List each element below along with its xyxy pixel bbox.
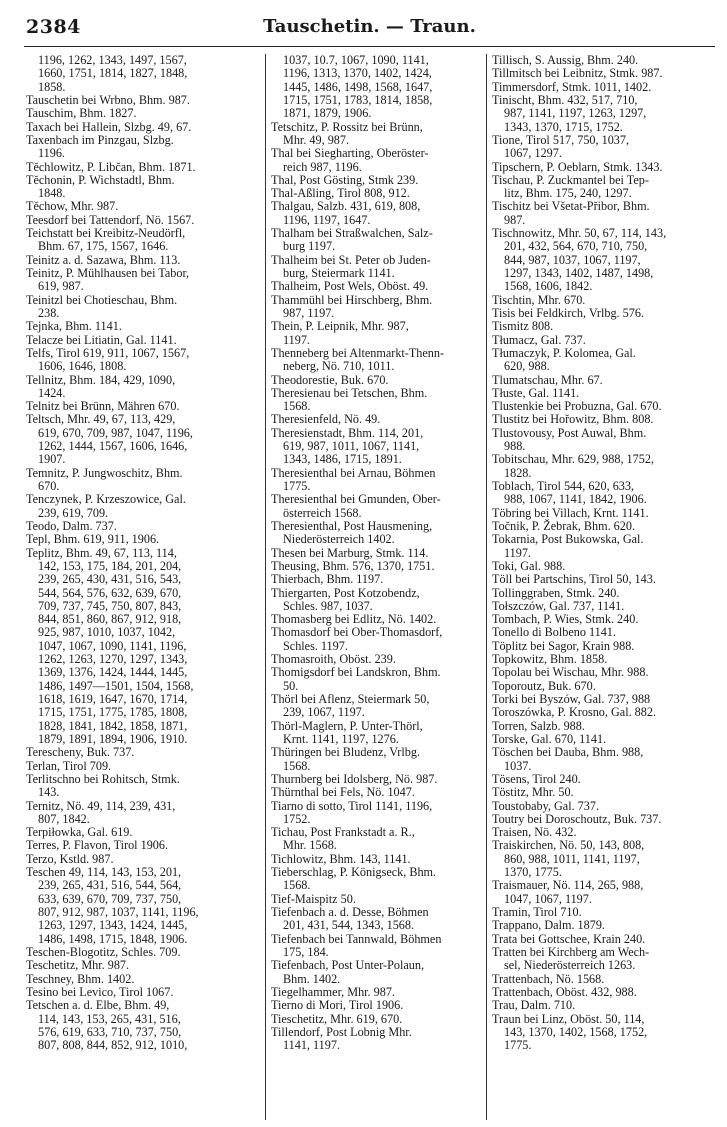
entry-line: Toroszówka, P. Krosno, Gal. 882. xyxy=(492,705,656,720)
entry-line: Tejnka, Bhm. 1141. xyxy=(26,319,122,334)
entry-line: Tief-Maispitz 50. xyxy=(271,891,356,906)
entry-line: Theodorestie, Buk. 670. xyxy=(271,372,389,387)
entry-line: Traismauer, Nö. 114, 265, 988, xyxy=(492,878,644,893)
entry-line: Tinischt, Bhm. 432, 517, 710, xyxy=(492,92,638,107)
entry-line: Tiefenbach a. d. Desse, Böhmen xyxy=(271,905,429,919)
entry-line: Tetschitz, P. Rossitz bei Brünn, xyxy=(271,119,423,134)
header-rule xyxy=(24,46,715,47)
entry-continuation-line: 1871, 1879, 1906. xyxy=(283,106,372,121)
entry-line: Terlan, Tirol 709. xyxy=(26,758,112,773)
entry-line: Terpiłowka, Gal. 619. xyxy=(26,825,133,840)
entry-continuation-line: 633, 639, 670, 709, 737, 750, xyxy=(38,891,182,906)
entry-line: Ternitz, Nö. 49, 114, 239, 431, xyxy=(26,798,176,813)
entry-line: Teschney, Bhm. 1402. xyxy=(26,971,135,986)
entry-line: Tillisch, S. Aussig, Bhm. 240. xyxy=(492,54,639,67)
entry-continuation-line: 988, 1067, 1141, 1842, 1906. xyxy=(504,492,647,507)
entry-line: Thörl-Maglern, P. Unter-Thörl, xyxy=(271,718,423,733)
entry-line: Tlustitz bei Hořowitz, Bhm. 808. xyxy=(492,412,654,427)
entry-line: Thomasdorf bei Ober-Thomasdorf, xyxy=(271,625,443,640)
entry-continuation-line: 1263, 1297, 1343, 1424, 1445, xyxy=(38,918,188,933)
entry-line: Telfs, Tirol 619, 911, 1067, 1567, xyxy=(26,345,190,360)
entry-line: Teinitzl bei Chotieschau, Bhm. xyxy=(26,292,178,307)
entry-continuation-line: 1370, 1775. xyxy=(504,865,562,880)
entry-line: Theresienthal bei Gmunden, Ober- xyxy=(271,492,441,507)
entry-line: Tellnitz, Bhm. 184, 429, 1090, xyxy=(26,372,176,387)
entry-continuation-line: 143. xyxy=(38,785,60,800)
entry-continuation-line: 620, 988. xyxy=(504,359,550,374)
page-number: 2384 xyxy=(26,16,81,38)
entry-line: Teodo, Dalm. 737. xyxy=(26,518,117,533)
entry-continuation-line: Mhr. 1568. xyxy=(283,838,337,853)
entry-line: Thalheim bei St. Peter ob Juden- xyxy=(271,252,431,267)
column-divider xyxy=(265,54,266,1120)
entry-line: Theresienfeld, Nö. 49. xyxy=(271,412,381,427)
entry-line: Těchonin, P. Wichstadtl, Bhm. xyxy=(26,172,175,187)
entry-continuation-line: 1141, 1197. xyxy=(283,1038,340,1053)
entry-continuation-line: 1297, 1343, 1402, 1487, 1498, xyxy=(504,266,654,280)
entry-line: Tiefenbach, Post Unter-Polaun, xyxy=(271,958,424,973)
entry-continuation-line: 1262, 1263, 1270, 1297, 1343, xyxy=(38,652,188,667)
entry-continuation-line: 807, 808, 844, 852, 912, 1010, xyxy=(38,1038,188,1053)
entry-continuation-line: 1196, 1262, 1343, 1497, 1567, xyxy=(38,54,187,67)
entry-continuation-line: Bhm. 67, 175, 1567, 1646. xyxy=(38,239,169,254)
entry-line: Teinitz, P. Mühlhausen bei Tabor, xyxy=(26,266,190,280)
entry-line: Thurnberg bei Idolsberg, Nö. 987. xyxy=(271,771,438,786)
entry-continuation-line: 1879, 1891, 1894, 1906, 1910. xyxy=(38,731,188,746)
entry-line: Tauschim, Bhm. 1827. xyxy=(26,106,137,121)
entry-line: Thammühl bei Hirschberg, Bhm. xyxy=(271,292,433,307)
entry-continuation-line: 1047, 1067, 1090, 1141, 1196, xyxy=(38,638,187,653)
entry-line: Toustobaby, Gal. 737. xyxy=(492,798,600,813)
entry-continuation-line: 987, 1197. xyxy=(283,305,335,320)
entry-continuation-line: 142, 153, 175, 184, 201, 204, xyxy=(38,558,182,573)
entry-line: Tiegelhammer, Mhr. 987. xyxy=(271,984,395,999)
entry-line: Tillmitsch bei Leibnitz, Stmk. 987. xyxy=(492,66,663,81)
entry-continuation-line: reich 987, 1196. xyxy=(283,159,362,174)
entry-line: Theresienthal bei Arnau, Böhmen xyxy=(271,465,436,480)
entry-continuation-line: 1568, 1606, 1842. xyxy=(504,279,593,294)
entry-continuation-line: burg, Steiermark 1141. xyxy=(283,266,395,280)
entry-continuation-line: Mhr. 49, 987. xyxy=(283,132,350,147)
entry-line: Trattenbach, Oböst. 432, 988. xyxy=(492,984,637,999)
entry-line: Topolau bei Wischau, Mhr. 988. xyxy=(492,665,649,680)
entry-continuation-line: 1424. xyxy=(38,385,66,400)
entry-line: Tenczynek, P. Krzeszowice, Gal. xyxy=(26,492,186,507)
entry-line: Tramin, Tirol 710. xyxy=(492,905,582,919)
entry-continuation-line: 1343, 1486, 1715, 1891. xyxy=(283,452,402,467)
page-header xyxy=(26,14,713,44)
entry-continuation-line: 1037, 10.7, 1067, 1090, 1141, xyxy=(283,54,429,67)
entry-line: Taxenbach im Pinzgau, Slzbg. xyxy=(26,132,174,147)
entry-line: Tlustovousy, Post Auwal, Bhm. xyxy=(492,425,647,440)
entry-line: Teinitz a. d. Sazawa, Bhm. 113. xyxy=(26,252,181,267)
entry-continuation-line: 1858. xyxy=(38,79,66,94)
entry-continuation-line: Schles. 987, 1037. xyxy=(283,598,373,613)
entry-continuation-line: 175, 184. xyxy=(283,944,329,959)
entry-line: Timmersdorf, Stmk. 1011, 1402. xyxy=(492,79,652,94)
entry-line: Thürnthal bei Fels, Nö. 1047. xyxy=(271,785,415,800)
entry-continuation-line: 1196. xyxy=(38,146,65,161)
entry-continuation-line: 1828. xyxy=(504,465,532,480)
entry-line: Tischau, P. Zuckmantel bei Tep- xyxy=(492,172,649,187)
entry-line: Thenneberg bei Altenmarkt-Thenn- xyxy=(271,345,445,360)
entry-continuation-line: 1775. xyxy=(283,479,311,493)
entry-line: Tierno di Mori, Tirol 1906. xyxy=(271,998,404,1013)
entry-line: Tetschen a. d. Elbe, Bhm. 49, xyxy=(26,998,170,1013)
entry-line: Thüringen bei Bludenz, Vrlbg. xyxy=(271,745,420,760)
entry-continuation-line: 1047, 1067, 1197. xyxy=(504,891,592,906)
entry-continuation-line: 1196, 1313, 1370, 1402, 1424, xyxy=(283,66,432,81)
entry-line: Tłumaczyk, P. Kolomea, Gal. xyxy=(492,345,636,360)
entry-line: Taxach bei Hallein, Slzbg. 49, 67. xyxy=(26,119,192,134)
running-head: Tauschetin. — Traun. xyxy=(263,16,476,37)
entry-line: Tieberschlag, P. Königseck, Bhm. xyxy=(271,865,437,880)
entry-line: Tipschern, P. Oeblarn, Stmk. 1343. xyxy=(492,159,663,174)
entry-line: Tłuste, Gal. 1141. xyxy=(492,385,580,400)
entry-continuation-line: 576, 619, 633, 710, 737, 750, xyxy=(38,1024,182,1039)
entry-continuation-line: 987, 1141, 1197, 1263, 1297, xyxy=(504,106,647,121)
entry-continuation-line: 114, 143, 153, 265, 431, 516, xyxy=(38,1011,181,1026)
entry-line: Tismitz 808. xyxy=(492,319,554,334)
entry-continuation-line: 201, 431, 544, 1343, 1568. xyxy=(283,918,415,933)
entry-line: Theusing, Bhm. 576, 1370, 1751. xyxy=(271,558,435,573)
column-3 xyxy=(492,54,716,1120)
entry-line: Těchow, Mhr. 987. xyxy=(26,199,119,214)
entry-continuation-line: österreich 1568. xyxy=(283,505,362,520)
entry-line: Těchlowitz, P. Libčan, Bhm. 1871. xyxy=(26,159,196,174)
entry-continuation-line: 1828, 1841, 1842, 1858, 1871, xyxy=(38,718,188,733)
entry-line: Theresienthal, Post Hausmening, xyxy=(271,518,433,533)
entry-line: Tauschetin bei Wrbno, Bhm. 987. xyxy=(26,92,190,107)
entry-line: Töbring bei Villach, Krnt. 1141. xyxy=(492,505,649,520)
entry-continuation-line: 238. xyxy=(38,305,60,320)
entry-line: Tonello di Bolbeno 1141. xyxy=(492,625,616,640)
entry-continuation-line: Bhm. 1402. xyxy=(283,971,341,986)
entry-continuation-line: 201, 432, 564, 670, 710, 750, xyxy=(504,239,648,254)
entry-line: Töll bei Partschins, Tirol 50, 143. xyxy=(492,572,656,587)
entry-line: Teschetitz, Mhr. 987. xyxy=(26,958,130,973)
entry-line: Tione, Tirol 517, 750, 1037, xyxy=(492,132,630,147)
entry-continuation-line: 1848. xyxy=(38,186,66,201)
entry-line: Tokarnia, Post Bukowska, Gal. xyxy=(492,532,644,547)
entry-line: Theresienau bei Tetschen, Bhm. xyxy=(271,385,428,400)
entry-line: Tollinggraben, Stmk. 240. xyxy=(492,585,620,600)
entry-continuation-line: 50. xyxy=(283,678,299,693)
entry-continuation-line: 1775. xyxy=(504,1038,532,1053)
entry-line: Terescheny, Buk. 737. xyxy=(26,745,135,760)
entry-line: Thalgau, Salzb. 431, 619, 808, xyxy=(271,199,421,214)
entry-line: Topkowitz, Bhm. 1858. xyxy=(492,652,608,667)
entry-line: Terzo, Kstld. 987. xyxy=(26,851,114,866)
entry-line: Trattenbach, Nö. 1568. xyxy=(492,971,605,986)
entry-line: Trau, Dalm. 710. xyxy=(492,998,576,1013)
column-2 xyxy=(271,54,495,1120)
entry-continuation-line: 619, 987, 1011, 1067, 1141, xyxy=(283,439,420,454)
entry-line: Tillendorf, Post Lobnig Mhr. xyxy=(271,1024,412,1039)
entry-continuation-line: 239, 1067, 1197. xyxy=(283,705,365,720)
entry-line: Töstitz, Mhr. 50. xyxy=(492,785,574,800)
entry-continuation-line: 807, 912, 987, 1037, 1141, 1196, xyxy=(38,905,199,919)
entry-continuation-line: Schles. 1197. xyxy=(283,638,348,653)
entry-continuation-line: 1660, 1751, 1814, 1827, 1848, xyxy=(38,66,188,81)
entry-line: Torki bei Byszów, Gal. 737, 988 xyxy=(492,692,651,706)
entry-line: Tiefenbach bei Tannwald, Böhmen xyxy=(271,931,442,946)
entry-line: Terres, P. Flavon, Tirol 1906. xyxy=(26,838,169,853)
entry-continuation-line: sel, Niederösterreich 1263. xyxy=(504,958,636,973)
entry-continuation-line: 544, 564, 576, 632, 639, 670, xyxy=(38,585,182,600)
entry-line: Tichau, Post Frankstadt a. R., xyxy=(271,825,415,840)
entry-line: Tischitz bei Všetat-Přibor, Bhm. xyxy=(492,199,650,214)
entry-continuation-line: 709, 737, 745, 750, 807, 843, xyxy=(38,598,182,613)
entry-line: Tieschetitz, Mhr. 619, 670. xyxy=(271,1011,403,1026)
entry-continuation-line: Niederösterreich 1402. xyxy=(283,532,395,547)
entry-line: Töplitz bei Sagor, Krain 988. xyxy=(492,638,635,653)
entry-continuation-line: 1197. xyxy=(283,332,310,347)
entry-line: Thomasberg bei Edlitz, Nö. 1402. xyxy=(271,612,437,627)
entry-continuation-line: 1486, 1497—1501, 1504, 1568, xyxy=(38,678,194,693)
entry-line: Tombach, P. Wies, Stmk. 240. xyxy=(492,612,639,627)
entry-line: Toblach, Tirol 544, 620, 633, xyxy=(492,479,635,493)
entry-continuation-line: 670. xyxy=(38,479,60,493)
entry-continuation-line: 619, 987. xyxy=(38,279,84,294)
entry-line: Thomigsdorf bei Landskron, Bhm. xyxy=(271,665,441,680)
entry-line: Tiarno di sotto, Tirol 1141, 1196, xyxy=(271,798,433,813)
entry-continuation-line: 1196, 1197, 1647. xyxy=(283,212,371,227)
entry-continuation-line: 1715, 1751, 1775, 1785, 1808, xyxy=(38,705,188,720)
entry-continuation-line: 1568. xyxy=(283,399,311,414)
column-divider xyxy=(486,54,487,1120)
entry-line: Tesino bei Levico, Tirol 1067. xyxy=(26,984,174,999)
entry-line: Točnik, P. Žebrak, Bhm. 620. xyxy=(492,518,636,533)
entry-line: Tlustenkie bei Probuzna, Gal. 670. xyxy=(492,399,662,414)
entry-line: Thein, P. Leipnik, Mhr. 987, xyxy=(271,319,409,334)
entry-continuation-line: 925, 987, 1010, 1037, 1042, xyxy=(38,625,176,640)
entry-continuation-line: 1606, 1646, 1808. xyxy=(38,359,127,374)
entry-continuation-line: 1037. xyxy=(504,758,532,773)
entry-continuation-line: 239, 619, 709. xyxy=(38,505,109,520)
entry-continuation-line: 1486, 1498, 1715, 1848, 1906. xyxy=(38,931,188,946)
entry-line: Tłumacz, Gal. 737. xyxy=(492,332,586,347)
entry-line: Teichstatt bei Kreibitz-Neudörfl, xyxy=(26,226,186,241)
entry-line: Theresienstadt, Bhm. 114, 201, xyxy=(271,425,424,440)
entry-continuation-line: 1568. xyxy=(283,878,311,893)
entry-line: Thalheim, Post Wels, Oböst. 49. xyxy=(271,279,429,294)
entry-line: Telacze bei Litiatin, Gal. 1141. xyxy=(26,332,177,347)
entry-line: Thörl bei Aflenz, Steiermark 50, xyxy=(271,692,430,706)
entry-line: Teplitz, Bhm. 49, 67, 113, 114, xyxy=(26,545,177,560)
entry-continuation-line: litz, Bhm. 175, 240, 1297. xyxy=(504,186,632,201)
entry-line: Tobitschau, Mhr. 629, 988, 1752, xyxy=(492,452,654,467)
entry-continuation-line: 844, 987, 1037, 1067, 1197, xyxy=(504,252,641,267)
entry-line: Traiskirchen, Nö. 50, 143, 808, xyxy=(492,838,645,853)
entry-line: Thalham bei Straßwalchen, Salz- xyxy=(271,226,433,241)
entry-line: Telnitz bei Brünn, Mähren 670. xyxy=(26,399,180,414)
entry-line: Thal, Post Gösting, Stmk 239. xyxy=(271,172,419,187)
entry-line: Terlitschno bei Rohitsch, Stmk. xyxy=(26,771,180,786)
entry-continuation-line: 844, 851, 860, 867, 912, 918, xyxy=(38,612,182,627)
entry-line: Thesen bei Marburg, Stmk. 114. xyxy=(271,545,429,560)
entry-line: Teschen-Blogotitz, Schles. 709. xyxy=(26,944,181,959)
entry-continuation-line: 143, 1370, 1402, 1568, 1752, xyxy=(504,1024,648,1039)
entry-line: Töschen bei Dauba, Bhm. 988, xyxy=(492,745,644,760)
entry-continuation-line: 987. xyxy=(504,212,526,227)
entry-continuation-line: 1067, 1297. xyxy=(504,146,562,161)
entry-line: Thal-Aßling, Tirol 808, 912. xyxy=(271,186,410,201)
entry-line: Tołszczów, Gal. 737, 1141. xyxy=(492,598,625,613)
entry-line: Tlumatschau, Mhr. 67. xyxy=(492,372,603,387)
entry-continuation-line: 1197. xyxy=(504,545,531,560)
entry-line: Traun bei Linz, Oböst. 50, 114, xyxy=(492,1011,645,1026)
entry-continuation-line: 860, 988, 1011, 1141, 1197, xyxy=(504,851,640,866)
entry-line: Torske, Gal. 670, 1141. xyxy=(492,731,607,746)
entry-continuation-line: 239, 265, 431, 516, 544, 564, xyxy=(38,878,182,893)
entry-line: Tratten bei Kirchberg am Wech- xyxy=(492,944,650,959)
entry-line: Teschen 49, 114, 143, 153, 201, xyxy=(26,865,182,880)
entry-line: Temnitz, P. Jungwoschitz, Bhm. xyxy=(26,465,183,480)
entry-continuation-line: 1568. xyxy=(283,758,311,773)
entry-line: Toporoutz, Buk. 670. xyxy=(492,678,596,693)
entry-columns xyxy=(26,54,716,1120)
entry-continuation-line: 1262, 1444, 1567, 1606, 1646, xyxy=(38,439,188,454)
entry-line: Tepl, Bhm. 619, 911, 1906. xyxy=(26,532,160,547)
entry-line: Teltsch, Mhr. 49, 67, 113, 429, xyxy=(26,412,176,427)
entry-line: Thal bei Siegharting, Oberöster- xyxy=(271,146,429,161)
entry-line: Torren, Salzb. 988. xyxy=(492,718,585,733)
entry-continuation-line: 807, 1842. xyxy=(38,811,90,826)
entry-continuation-line: 1752. xyxy=(283,811,311,826)
entry-line: Tischtin, Mhr. 670. xyxy=(492,292,586,307)
entry-continuation-line: 988. xyxy=(504,439,526,454)
entry-line: Trappano, Dalm. 1879. xyxy=(492,918,605,933)
entry-continuation-line: neberg, Nö. 710, 1011. xyxy=(283,359,395,374)
entry-line: Traisen, Nö. 432. xyxy=(492,825,577,840)
entry-line: Tisis bei Feldkirch, Vrlbg. 576. xyxy=(492,305,644,320)
entry-line: Teesdorf bei Tattendorf, Nö. 1567. xyxy=(26,212,195,227)
entry-continuation-line: 1715, 1751, 1783, 1814, 1858, xyxy=(283,92,433,107)
entry-line: Tischnowitz, Mhr. 50, 67, 114, 143, xyxy=(492,226,667,241)
entry-continuation-line: 1445, 1486, 1498, 1568, 1647, xyxy=(283,79,433,94)
entry-line: Toki, Gal. 988. xyxy=(492,558,566,573)
entry-continuation-line: 1369, 1376, 1424, 1444, 1445, xyxy=(38,665,188,680)
entry-continuation-line: Krnt. 1141, 1197, 1276. xyxy=(283,731,399,746)
entry-continuation-line: 1618, 1619, 1647, 1670, 1714, xyxy=(38,692,188,706)
entry-continuation-line: 1907. xyxy=(38,452,66,467)
column-1 xyxy=(26,54,250,1120)
entry-continuation-line: 619, 670, 709, 987, 1047, 1196, xyxy=(38,425,193,440)
entry-continuation-line: 239, 265, 430, 431, 516, 543, xyxy=(38,572,182,587)
entry-line: Toutry bei Doroschoutz, Buk. 737. xyxy=(492,811,662,826)
entry-line: Tösens, Tirol 240. xyxy=(492,771,581,786)
entry-line: Tichlowitz, Bhm. 143, 1141. xyxy=(271,851,411,866)
entry-line: Thierbach, Bhm. 1197. xyxy=(271,572,384,587)
entry-continuation-line: 1343, 1370, 1715, 1752. xyxy=(504,119,623,134)
entry-line: Thomasroith, Oböst. 239. xyxy=(271,652,396,667)
entry-continuation-line: burg 1197. xyxy=(283,239,336,254)
entry-line: Thiergarten, Post Kotzobendz, xyxy=(271,585,420,600)
entry-line: Trata bei Gottschee, Krain 240. xyxy=(492,931,646,946)
